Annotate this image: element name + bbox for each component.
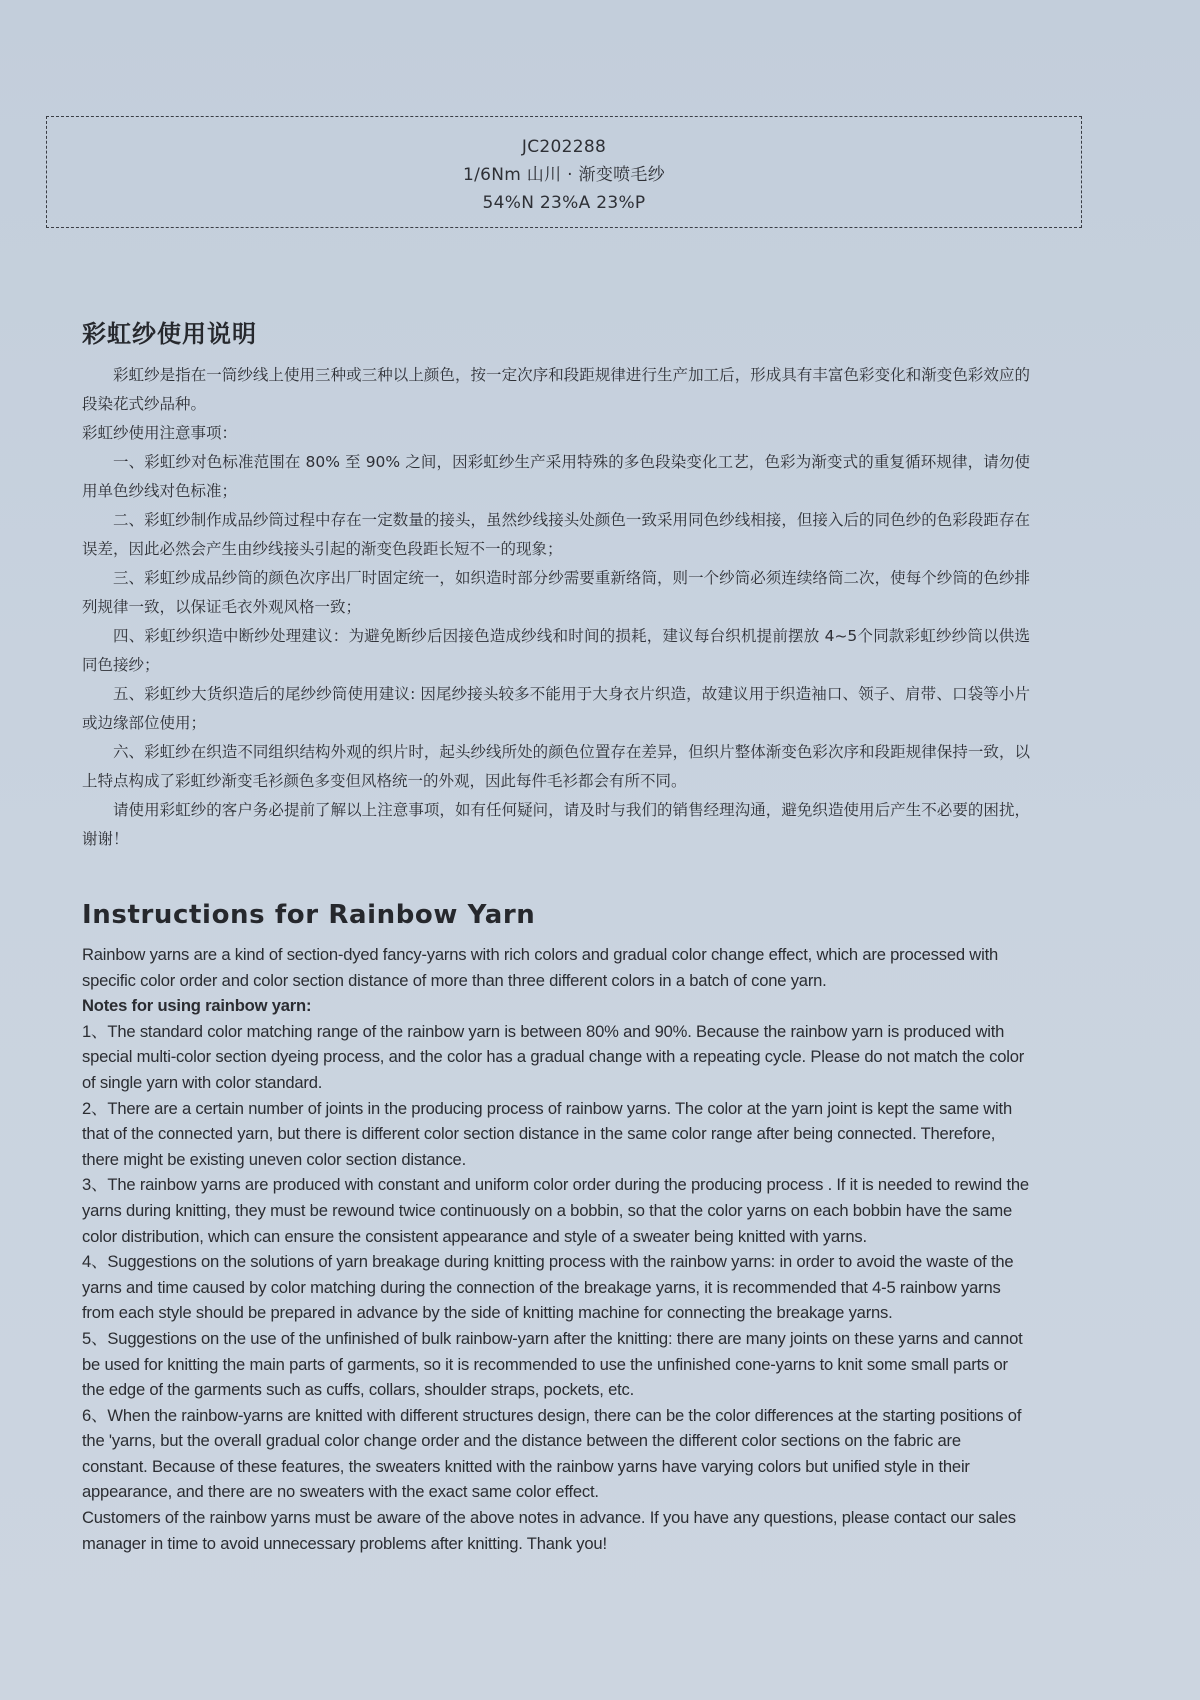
chinese-note-4: 四、彩虹纱织造中断纱处理建议：为避免断纱后因接色造成纱线和时间的损耗，建议每台织机提前摆放 4~5个同款彩虹纱纱筒以供选同色接纱； [82,627,1030,674]
english-note-5: 5、Suggestions on the use of the unfinished of bulk rainbow-yarn after the knitting: there are many joints on these yarns and cannot be used for knitting the main parts of garments, so it is recommended to use the unfinished cone-yarns to knit some small parts or the edge of the garments such as cuffs, collars, shoulder straps, pockets, etc. [82,1328,1023,1400]
english-note-3: 3、The rainbow yarns are produced with constant and uniform color order during the producing process . If it is needed to rewind the yarns during knitting, they must be rewound twice continuously on a bobbin, so that the color yarns on each bobbin have the same color distribution, which can ensure the consistent appearance and style of a sweater being knitted with yarns. [82,1175,1029,1246]
chinese-instructions [82,314,1030,854]
product-composition: 54%N 23%A 23%P [482,193,646,213]
chinese-note-5: 五、彩虹纱大货织造后的尾纱纱筒使用建议: 因尾纱接头较多不能用于大身衣片织造，故建议用于织造袖口、领子、肩带、口袋等小片或边缘部位使用； [82,685,1030,732]
english-notes-heading: Notes for using rainbow yarn: [82,996,312,1016]
chinese-notes-heading: 彩虹纱使用注意事项： [82,424,238,442]
product-label-box [46,116,1082,228]
english-note-4: 4、Suggestions on the solutions of yarn breakage during knitting process with the rainbow yarns: in order to avoid the waste of the yarns and time caused by color matching during the connection of the breakage yarns, it is recommended that 4-5 rainbow yarns from each style should be prepared in advance by the side of knitting machine for connecting the breakage yarns. [82,1252,1014,1323]
product-name: 1/6Nm 山川 · 渐变喷毛纱 [462,165,666,185]
english-instructions [82,900,1030,1556]
chinese-note-3: 三、彩虹纱成品纱筒的颜色次序出厂时固定统一，如织造时部分纱需要重新络筒，则一个纱筒必须连续络筒二次，使每个纱筒的色纱排列规律一致，以保证毛衣外观风格一致； [82,569,1030,616]
chinese-title: 彩虹纱使用说明 [82,320,257,348]
chinese-intro: 彩虹纱是指在一筒纱线上使用三种或三种以上颜色，按一定次序和段距规律进行生产加工后，形成具有丰富色彩变化和渐变色彩效应的段染花式纱品种。 [82,366,1030,413]
chinese-note-6: 六、彩虹纱在织造不同组织结构外观的织片时，起头纱线所处的颜色位置存在差异，但织片整体渐变色彩次序和段距规律保持一致，以上特点构成了彩虹纱渐变毛衫颜色多变但风格统一的外观，因此每件毛衫都会有所不同。 [82,743,1030,790]
chinese-note-2: 二、彩虹纱制作成品纱筒过程中存在一定数量的接头，虽然纱线接头处颜色一致采用同色纱线相接，但接入后的同色纱的色彩段距存在误差，因此必然会产生由纱线接头引起的渐变色段距长短不一的现象； [82,511,1030,558]
english-title: Instructions for Rainbow Yarn [82,900,536,930]
english-intro: Rainbow yarns are a kind of section-dyed fancy-yarns with rich colors and gradual color change effect, which are processed with specific color order and color section distance of more than three different colors in a batch of cone yarn. [82,945,999,990]
english-note-2: 2、There are a certain number of joints in the producing process of rainbow yarns. The color at the yarn joint is kept the same with that of the connected yarn, but there is different color section distance in the same color range after being connected. Therefore, there might be existing uneven color section distance. [82,1098,1012,1169]
chinese-closing: 请使用彩虹纱的客户务必提前了解以上注意事项，如有任何疑问，请及时与我们的销售经理沟通，避免织造使用后产生不必要的困扰，谢谢！ [82,801,1030,848]
chinese-note-1: 一、彩虹纱对色标准范围在 80% 至 90% 之间，因彩虹纱生产采用特殊的多色段染变化工艺，色彩为渐变式的重复循环规律，请勿使用单色纱线对色标准； [82,453,1030,500]
product-code: JC202288 [521,137,607,157]
english-closing: Customers of the rainbow yarns must be aware of the above notes in advance. If you have any questions, please contact our sales manager in time to avoid unnecessary problems after knitting. Thank you! [82,1508,1016,1553]
english-note-6: 6、When the rainbow-yarns are knitted with different structures design, there can be the color differences at the starting positions of the 'yarns, but the overall gradual color change order and the distance between the different color sections on the fabric are constant. Because of these features, the sweaters knitted with the rainbow yarns have varying colors but unified style in their appearance, and there are no sweaters with the exact same color effect. [82,1405,1022,1502]
english-note-1: 1、The standard color matching range of the rainbow yarn is between 80% and 90%. Because the rainbow yarn is produced with special multi-color section dyeing process, and the color has a gradual change with a repeating cycle. Please do not match the color of single yarn with color standard. [82,1021,1025,1092]
